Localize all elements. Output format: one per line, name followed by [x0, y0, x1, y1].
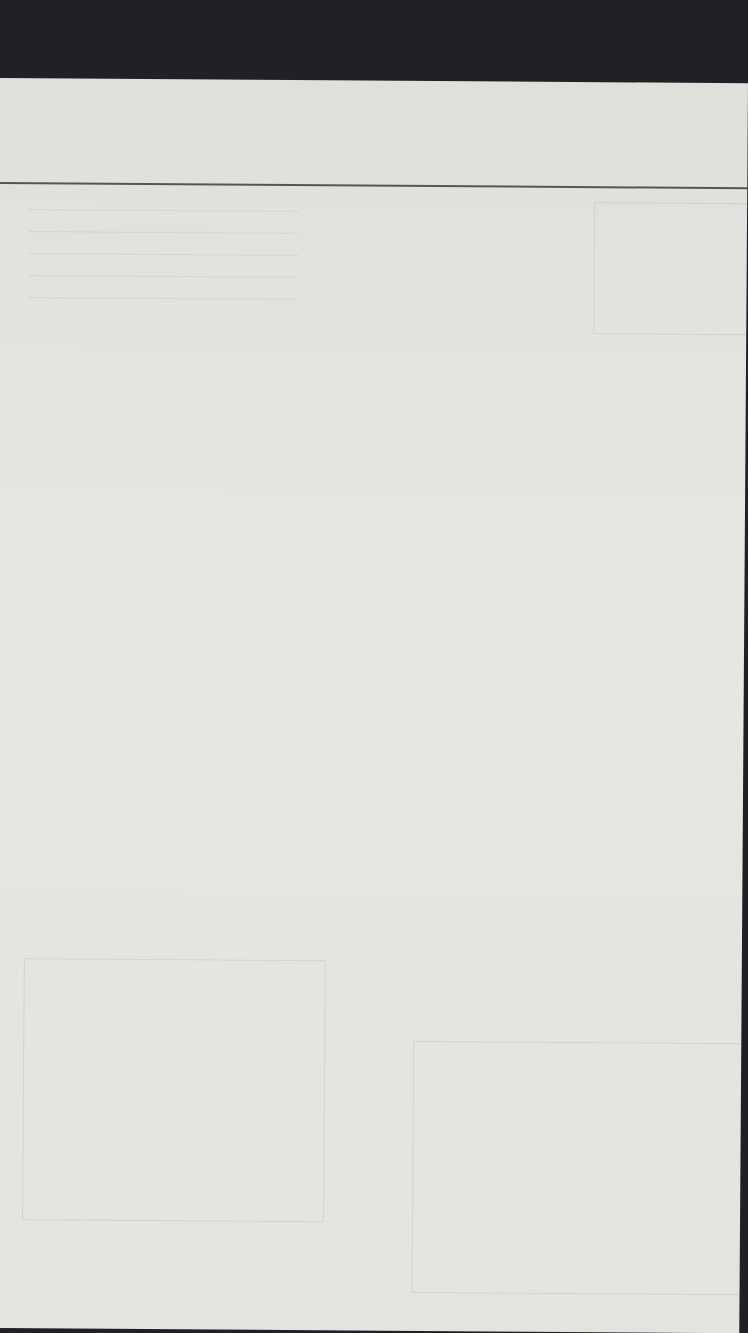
bleed-through-text: ~~~~~~~~~~~~~~~~~~~~~~~~~~~~~~~~~ ~~~~~~~~~~~~~~~~~~~~~~~~~~~~~~~~~ ~~~~~~~~~~~~~~~~~~~~~~~~~~~~~~~~~ ~~~~~~~~~~~~~~~~~~~~~~~~~~~~~~~~~ ~~~~~~~~~~~~~~~~~~~~~~~~~~~~~~~~~	[28, 201, 299, 308]
header-rule	[0, 182, 748, 189]
toc-left-column	[18, 383, 368, 385]
book-page	[0, 78, 748, 1333]
page-title	[0, 336, 638, 340]
toc-right-column	[408, 386, 748, 388]
bleed-through-figure	[593, 202, 748, 335]
bleed-through-figure	[412, 1041, 746, 1295]
bleed-through-figure	[22, 958, 326, 1222]
